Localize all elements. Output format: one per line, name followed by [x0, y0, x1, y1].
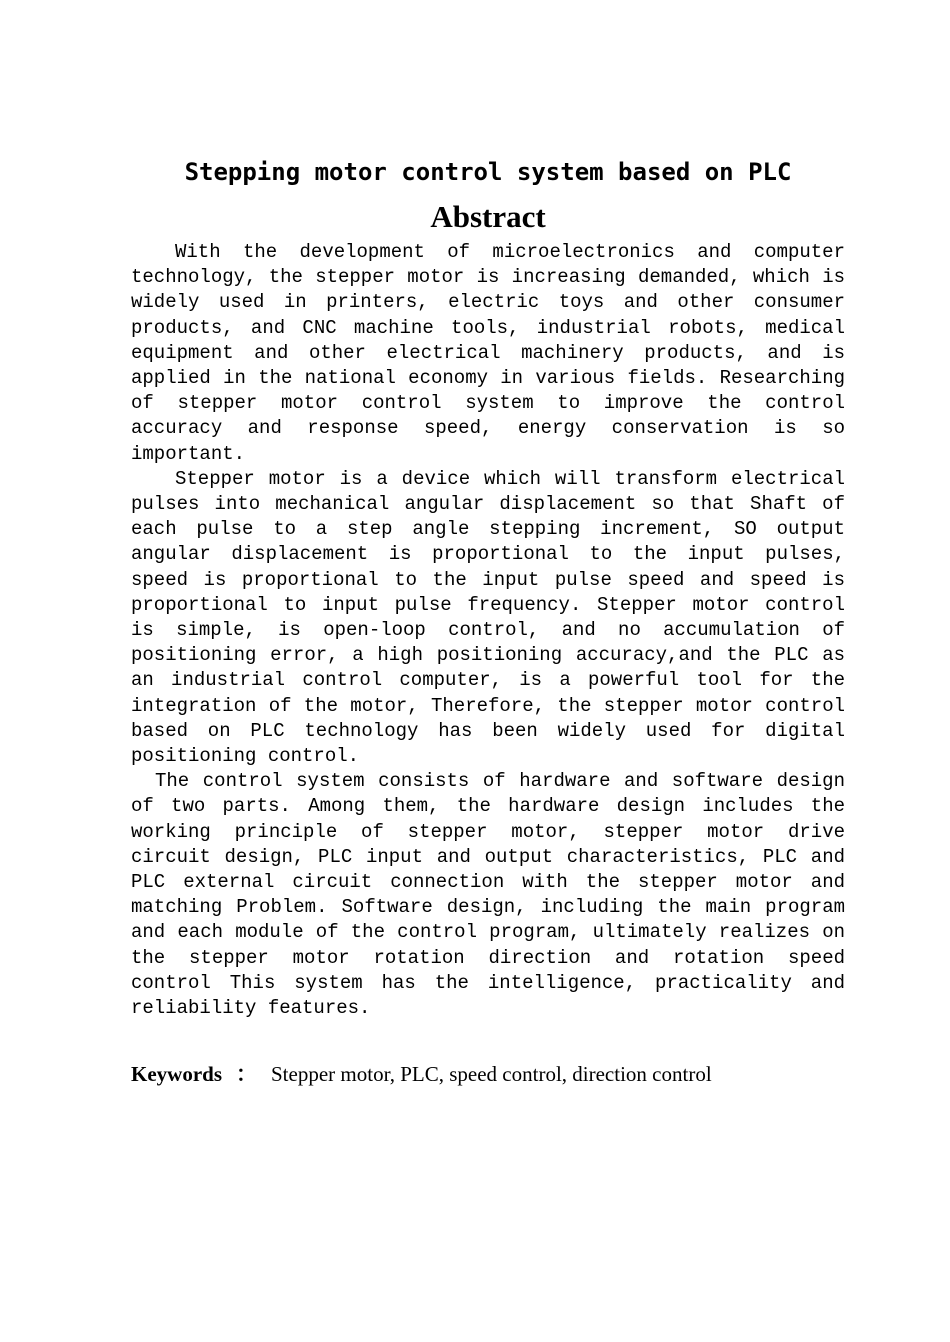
abstract-paragraph-2: Stepper motor is a device which will transform electrical pulses into mechanical angular displacement so that Shaft of each pulse to a step angle stepping increment, SO output angular displacement is proportional to the input pulses, speed is proportional to the input pulse speed and speed is proportional to input pulse frequency. Stepper motor control is simple, is open-loop control, and no accumulation of positioning error, a high positioning accuracy,and the PLC as an industrial control computer, is a powerful tool for the integration of the motor, Therefore, the stepper motor control based on PLC technology has been widely used for digital positioning control. [131, 467, 845, 768]
abstract-paragraph-1: With the development of microelectronics and computer technology, the stepper motor is increasing demanded, which is widely used in printers, electric toys and other consumer products, and CNC machine tools, industrial robots, medical equipment and other electrical machinery products, and is applied in the national economy in various fields. Researching of stepper motor control system to improve the control accuracy and response speed, energy conservation is so important. [131, 241, 845, 465]
keywords-separator: ： [236, 1062, 257, 1087]
abstract-heading: Abstract [430, 199, 546, 234]
keywords-value: Stepper motor, PLC, speed control, direction control [271, 1062, 712, 1087]
keywords-line [131, 1059, 845, 1089]
abstract-page [131, 150, 845, 1089]
document-title: Stepping motor control system based on PLC [184, 158, 792, 186]
keywords-label: Keywords [131, 1062, 222, 1087]
abstract-paragraph-3: The control system consists of hardware and software design of two parts. Among them, the hardware design includes the working principle of stepper motor, stepper motor drive circuit design, PLC input and output characteristics, PLC and PLC external circuit connection with the stepper motor and matching Problem. Software design, including the main program and each module of the control program, ultimately realizes on the stepper motor rotation direction and rotation speed control This system has the intelligence, practicality and reliability features. [131, 770, 845, 1020]
